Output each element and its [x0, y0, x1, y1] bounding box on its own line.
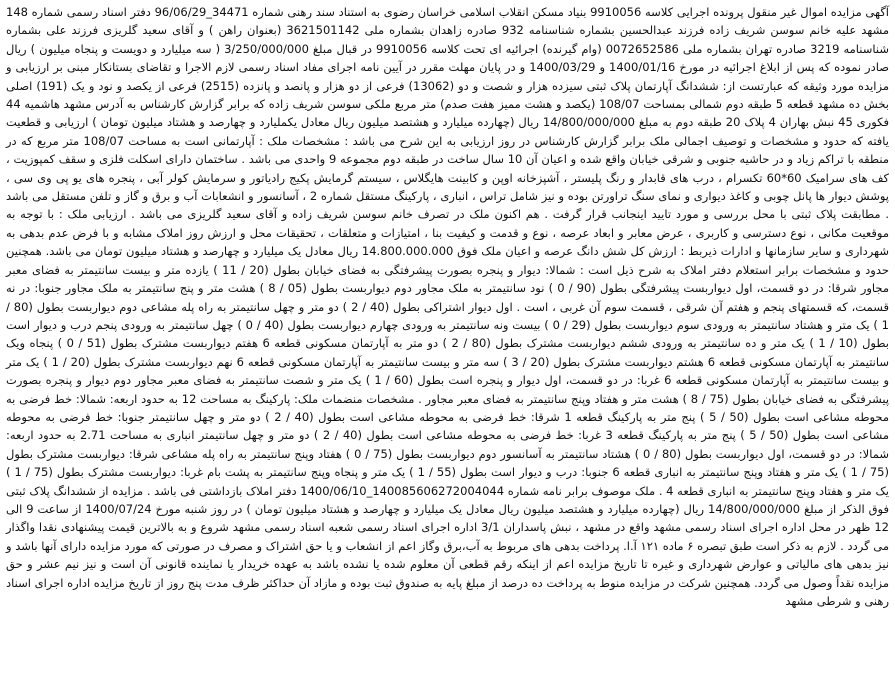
auction-notice-text: آگهی مزایده اموال غیر منقول پرونده اجرایی کلاسه 9910056 بنیاد مسکن انقلاب اسلامی خراسان رضوی به استناد سند رهنی شماره 34471_96/06/29 دفتر اسناد رسمی شماره 148 مشهد علیه خانم سوسن شریف زاده فرزند عبدالحسین بشماره شناسنامه 932 صادره زاهدان بشماره ملی 3621501142 (بعنوان راهن ) و آقای سعید گلریزی فرزند علی بشماره شناسنامه 3219 صادره تهران بشماره ملی 0072652586 (وام گیرنده) اجرائیه ای تحت کلاسه 9910056 در قبال مبلغ 3/250/000/000 ( سه میلیارد و دویست و پنجاه میلیون ) ریال صادر نموده که پس از ابلاغ اجرائیه در مورخ 1400/01/16 و 1400/03/29 و در پایان مهلت مقرر در آیین نامه اجرای مفاد اسناد رسمی لازم الاجرا و تقاضای بستانکار مبنی بر ارزیابی و مزایده مورد وثیقه که عبارتست از: ششدانگ آپارتمان پلاک ثبتی سیزده هزار و شصت و دو (13062) فرعی از دو هزار و پانصد و پانزده (2515) فرعی از یکصد و نود و یک (191) اصلی بخش ده مشهد قطعه 5 طبقه دوم شمالی بمساحت 108/07 (یکصد و هشت ممیز هفت صدم) متر مربع ملکی سوسن شریف زاده که برابر گزارش کارشناس به آدرس مشهد هاشمیه 44 فکوری 45 نبش بهاران 4 پلاک 20 طبقه دوم به مبلغ 14/800/000/000 ریال (چهارده میلیارد و هشتصد میلیون ریال معادل یکملیارد و چهارصد و هشتاد میلیون تومان ) ارزیابی و قطعیت یافته که حدود و مشخصات و توصیف اجمالی ملک برابر گزارش کارشناس در روز ارزیابی به این شرح می باشد : مشخصات ملک : آپارتمانی است به مساحت 108/07 متر مربع که در منطقه با تراکم زیاد و در حاشیه جنوبی و شرقی خیابان واقع شده و اعیان آن 10 سال ساخت در طبقه دوم مجموعه 9 واحدی می باشد . ساختمان دارای اسکلت فلزی و سقف کمپوزیت ، کف های سرامیک 60*60 تکسرام ، درب های قابدار و رنگ پلیستر ، آشپزخانه اوپن و کابینت هایگلاس ، سیستم گرمایش پکیج رادیاتور و سرمایش کولر آبی ، پنجره های یو پی وی سی ، پوشش دیوار ها پانل چوبی و کاغذ دیواری و نمای سنگ تراورتن بوده و نیز شامل تراس ، انباری ، پارکینگ مستقل شماره 2 ، آسانسور و انشعابات آب و برق و گاز و تلفن مستقل می باشد . مطابقت پلاک ثبتی با محل بررسی و مورد تایید اینجانب قرار گرفت . هم اکنون ملک در تصرف خانم سوسن شریف زاده و آقای سعید گلریزی می باشد . ارزیابی ملک : با توجه به موقعیت مکانی ، نوع دسترسی و کاربری ، عرض معابر و ابعاد عرصه ، نوع و قدمت و کیفیت بنا ، امتیازات و متعلقات ، تحقیقات محل و ارزش روز املاک مشابه و با فرض عدم بدهی به شهرداری و سایر سازمانها و ادارات ذیربط : ارزش کل شش دانگ عرصه و اعیان ملک فوق 14.800.000.000 ریال معادل یک میلیارد و چهارصد و هشتاد میلیون تومان می باشد. همچنین حدود و مشخصات برابر استعلام دفتر املاک به شرح ذیل است : شمالا: دیوار و پنجره بصورت پیشرفتگی به فضای خیابان بطول (20 / 11 ) یازده متر و بیست سانتیمتر به فضای معبر مجاور شرقا: در دو قسمت، اول دیواربست پیشرفتگی بطول (90 / 0 ) نود سانتیمتر به ملک مجاور دوم دیواربست بطول (05 / 8 ) هشت متر و پنج سانتیمتر به ملک مجاور جنوبا: در نه قسمت، که قسمتهای پنجم و هفتم آن شرقی ، قسمت سوم آن غربی ، است . اول دیوار اشتراکی بطول (40 / 2 ) دو متر و چهل سانتیمتر به راه پله مشاعی دوم دیواربست بطول (80 / 1 ) یک متر و هشتاد سانتیمتر به ورودی سوم دیواربست بطول (29 / 0 ) بیست ونه سانتیمتر به ورودی چهارم دیواربست بطول (40 / 0 ) چهل سانتیمتر به ورودی پنجم درب و دیوار است بطول (10 / 1 ) یک متر و ده سانتیمتر به ورودی ششم دیواربست مشترک بطول (80 / 2 ) دو متر به آپارتمان مسکونی قطعه 6 هفتم دیواربست مشترک بطول (51 / 0 ) پنجاه ویک سانتیمتر به آپارتمان مسکونی قطعه 6 هشتم دیواربست مشترک بطول (20 / 3 ) سه متر و بیست سانتیمتر به آپارتمان مسکونی قطعه 6 نهم دیواربست مشترک بطول (20 / 1 ) یک متر و بیست سانتیمتر به آپارتمان مسکونی قطعه 6 غربا: در دو قسمت، اول دیوار و پنجره است بطول (60 / 1 ) یک متر و شصت سانتیمتر به فضای معبر مجاور دوم دیوار و پنجره بصورت پیشرفتگی به فضای خیابان بطول (75 / 8 ) هشت متر و هفتاد وپنج سانتیمتر به فضای معبر مجاور . مشخصات منضمات ملک: پارکینگ به مساحت 12 به حدود اربعه: شمالا: خط فرضی به محوطه مشاعی است بطول (50 / 5 ) پنج متر به پارکینگ قطعه 1 شرقا: خط فرضی به محوطه مشاعی است بطول (40 / 2 ) دو متر و چهل سانتیمتر جنوبا: خط فرضی به محوطه مشاعی است بطول (50 / 5 ) پنج متر به پارکینگ قطعه 3 غربا: خط فرضی به محوطه مشاعی است بطول (40 / 2 ) دو متر و چهل سانتیمتر انباری به مساحت 2.71 به حدود اربعه: شمالا: در دو قسمت، اول دیواربست بطول (80 / 0 ) هشتاد سانتیمتر به آسانسور دوم دیواربست بطول (75 / 0 ) هفتاد وپنج سانتیمتر به راه پله مشاعی شرقا: دیواربست مشترک بطول (75 / 1 ) یک متر و هفتاد وپنج سانتیمتر به انباری قطعه 6 جنوبا: درب و دیوار است بطول (55 / 1 ) یک متر و پنجاه وپنج سانتیمتر به پشت بام غربا: دیواربست مشترک بطول (75 / 1 ) یک متر و هفتاد وپنج سانتیمتر به انباری قطعه 4 . ملک موصوف برابر نامه شماره 140085606272004044_1400/06/10 دفتر املاک بازداشتی فی باشد . مزایده از ششدانگ پلاک ثبتی فوق الذکر از مبلغ 14/800/000/000 ریال (چهارده میلیارد و هشتصد میلیون ریال معادل یک میلیارد و چهارصد و هشتاد میلیون تومان ) در روز شنبه مورخ 1400/07/24 از ساعت 9 الی 12 ظهر در محل اداره اجرای اسناد رسمی مشهد واقع در مشهد ، نبش پاسداران 3/1 اداره اجرای اسناد رسمی شعبه اسناد رسمی مشهد شروع و به بالاترین قیمت پیشنهادی نقدا واگذار می گردد . لازم به ذکر است طبق تبصره ۶ ماده ۱۲۱ آ.ا. پرداخت بدهی های مربوط به آب،برق وگاز اعم از انشعاب و یا حق اشتراک و مصرف در صورتی که مورد مزایده دارای آنها باشد و نیز بدهی های مالیاتی و عوارض شهرداری و غیره تا تاریخ مزایده اعم از اینکه رقم قطعی آن معلوم شده یا نشده باشد به عهده خریدار یا نماینده قانونی آن است و نیز نیم عشر و حق مزایده نقداً وصول می گردد. همچنین شرکت در مزایده منوط به پرداخت ده درصد از مبلغ پایه به صندوق ثبت بوده و مازاد آن حداکثر ظرف مدت پنج روز از تاریخ مزایده اداره اجرای اسناد رهنی و شرطی مشهد: [5, 5, 890, 608]
